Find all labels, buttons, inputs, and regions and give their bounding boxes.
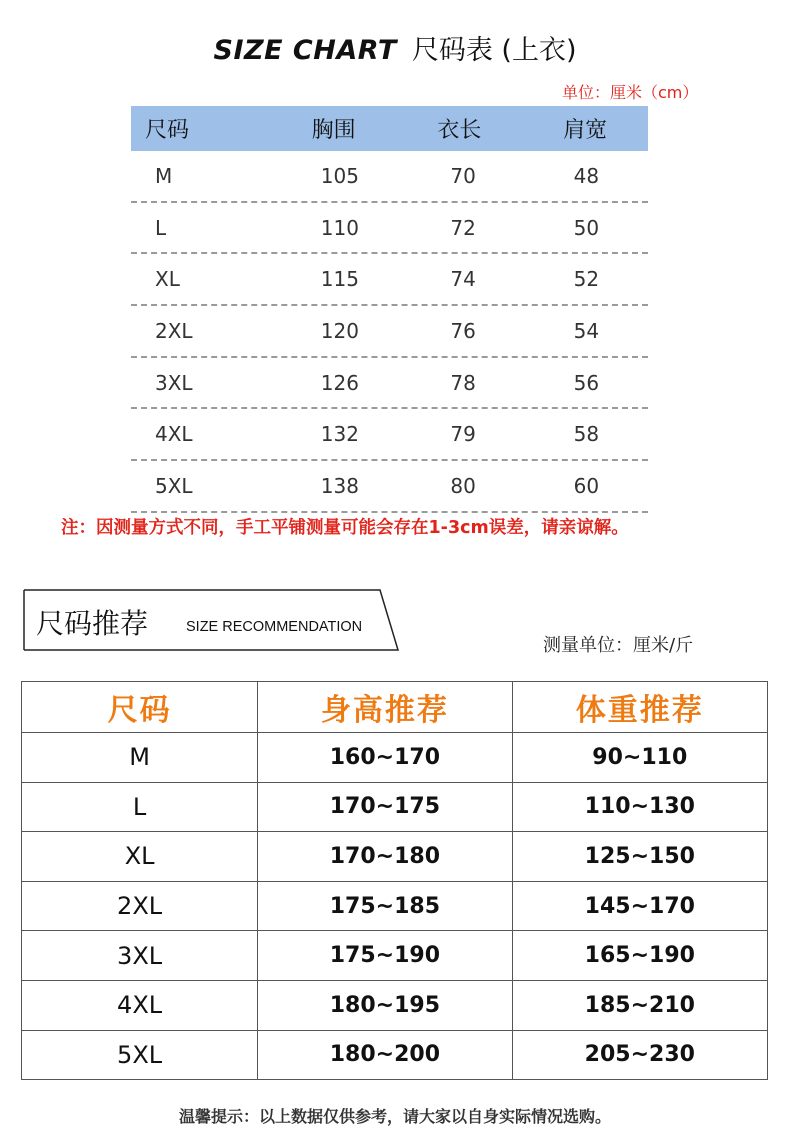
- header-chest: 胸围: [311, 118, 356, 143]
- rec-cell-weight: 165~190: [512, 931, 767, 981]
- rec-cell-weight: 125~150: [512, 832, 767, 882]
- table-row: [131, 461, 648, 513]
- cell-size: 4XL: [155, 422, 193, 447]
- rec-cell-size: 2XL: [22, 881, 258, 931]
- table-row: [22, 931, 768, 981]
- measurement-note: 注：因测量方式不同，手工平铺测量可能会存在1-3cm误差，请亲谅解。: [61, 518, 629, 538]
- cell-length: 80: [450, 473, 476, 498]
- title-en: SIZE CHART: [213, 35, 397, 66]
- size-table-header: [131, 106, 648, 151]
- header-size: 尺码: [145, 118, 190, 143]
- table-row: [131, 254, 648, 306]
- cell-size: L: [155, 215, 167, 240]
- rec-cell-height: 170~180: [258, 832, 512, 882]
- cell-length: 72: [450, 215, 476, 240]
- recommendation-table: [21, 681, 768, 1080]
- cell-chest: 132: [320, 422, 359, 447]
- header-length: 衣长: [437, 118, 482, 143]
- rec-cell-weight: 205~230: [512, 1030, 767, 1080]
- rec-cell-weight: 185~210: [512, 980, 767, 1030]
- table-row: [131, 306, 648, 358]
- cell-shoulder: 48: [573, 163, 600, 188]
- cell-size: 2XL: [155, 318, 193, 343]
- rec-cell-size: 5XL: [22, 1030, 258, 1080]
- rec-cell-size: 3XL: [22, 931, 258, 981]
- rec-cell-height: 175~185: [258, 881, 512, 931]
- title-cn: 尺码表 (上衣): [411, 35, 577, 66]
- cell-length: 76: [450, 318, 476, 343]
- rec-cell-size: L: [22, 782, 258, 832]
- cell-chest: 126: [320, 370, 359, 395]
- cell-shoulder: 56: [573, 370, 600, 395]
- rec-cell-weight: 90~110: [512, 733, 767, 783]
- table-row: [131, 203, 648, 255]
- cell-length: 79: [450, 422, 476, 447]
- table-row: [22, 832, 768, 882]
- rec-cell-height: 170~175: [258, 782, 512, 832]
- footer-tip: 温馨提示：以上数据仅供参考，请大家以自身实际情况选购。: [178, 1107, 611, 1126]
- table-row: [22, 980, 768, 1030]
- rec-title-cn: 尺码推荐: [36, 607, 149, 640]
- rec-cell-size: 4XL: [22, 980, 258, 1030]
- table-row: [131, 151, 648, 203]
- rec-cell-height: 180~195: [258, 980, 512, 1030]
- cell-length: 70: [450, 163, 476, 188]
- cell-length: 78: [450, 370, 476, 395]
- cell-size: XL: [155, 267, 180, 292]
- unit-label: 单位：厘米（cm）: [562, 83, 699, 102]
- recommendation-banner: [22, 588, 400, 652]
- rec-header-weight: 体重推荐: [512, 682, 767, 733]
- table-row: [22, 782, 768, 832]
- rec-cell-height: 175~190: [258, 931, 512, 981]
- rec-cell-size: M: [22, 733, 258, 783]
- cell-shoulder: 52: [573, 267, 600, 292]
- size-table: [131, 106, 648, 513]
- rec-table-header: [22, 682, 768, 733]
- rec-header-size: 尺码: [22, 682, 258, 733]
- table-row: [22, 881, 768, 931]
- cell-size: M: [155, 163, 173, 188]
- rec-cell-height: 160~170: [258, 733, 512, 783]
- cell-shoulder: 58: [573, 422, 600, 447]
- table-row: [131, 409, 648, 461]
- cell-chest: 120: [320, 318, 359, 343]
- rec-unit-label: 测量单位：厘米/斤: [543, 635, 694, 656]
- table-row: [22, 733, 768, 783]
- cell-shoulder: 54: [573, 318, 600, 343]
- rec-cell-weight: 110~130: [512, 782, 767, 832]
- rec-cell-size: XL: [22, 832, 258, 882]
- rec-cell-height: 180~200: [258, 1030, 512, 1080]
- cell-chest: 105: [320, 163, 359, 188]
- rec-header-height: 身高推荐: [258, 682, 512, 733]
- cell-shoulder: 50: [573, 215, 600, 240]
- cell-size: 5XL: [155, 473, 193, 498]
- cell-chest: 110: [320, 215, 359, 240]
- cell-size: 3XL: [155, 370, 193, 395]
- cell-chest: 138: [320, 473, 359, 498]
- cell-shoulder: 60: [573, 473, 600, 498]
- size-chart-title: [0, 28, 790, 67]
- table-row: [22, 1030, 768, 1080]
- table-row: [131, 358, 648, 410]
- rec-title-en: SIZE RECOMMENDATION: [186, 619, 363, 635]
- rec-cell-weight: 145~170: [512, 881, 767, 931]
- header-shoulder: 肩宽: [563, 118, 608, 143]
- cell-chest: 115: [320, 267, 359, 292]
- cell-length: 74: [450, 267, 476, 292]
